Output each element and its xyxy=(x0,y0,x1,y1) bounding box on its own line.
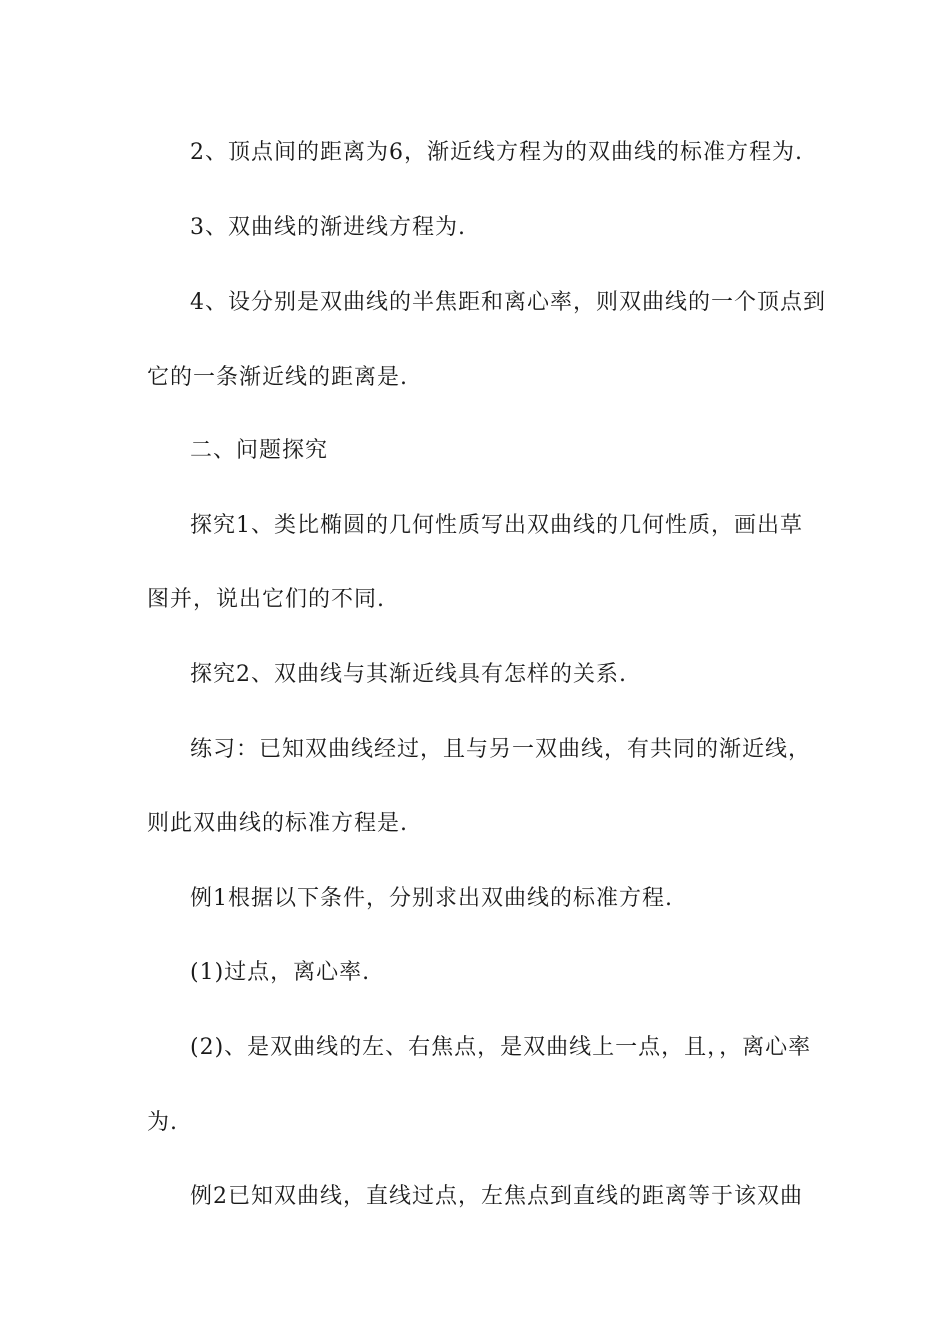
paragraph-line: (2)、是双曲线的左、右焦点，是双曲线上一点，且，，离心率 xyxy=(190,1035,812,1060)
paragraph-line: 图并，说出它们的不同. xyxy=(147,587,385,612)
paragraph-line: 例2已知双曲线，直线过点，左焦点到直线的距离等于该双曲 xyxy=(190,1184,803,1209)
paragraph-line: 练习：已知双曲线经过，且与另一双曲线，有共同的渐近线， xyxy=(190,737,812,762)
paragraph-line: 探究1、类比椭圆的几何性质写出双曲线的几何性质，画出草 xyxy=(190,513,803,538)
section-heading: 二、问题探究 xyxy=(190,438,329,463)
paragraph-line: 3、双曲线的渐进线方程为. xyxy=(190,215,466,240)
paragraph-line: 2、顶点间的距离为6，渐近线方程为的双曲线的标准方程为. xyxy=(190,140,803,165)
paragraph-line: 4、设分别是双曲线的半焦距和离心率，则双曲线的一个顶点到 xyxy=(190,290,826,315)
paragraph-line: 为. xyxy=(147,1110,178,1135)
paragraph-line: (1)过点，离心率. xyxy=(190,960,371,985)
paragraph-line: 则此双曲线的标准方程是. xyxy=(147,811,408,836)
paragraph-line: 例1根据以下条件，分别求出双曲线的标准方程. xyxy=(190,886,673,911)
paragraph-line: 它的一条渐近线的距离是. xyxy=(147,365,408,390)
paragraph-line: 探究2、双曲线与其渐近线具有怎样的关系. xyxy=(190,662,627,687)
